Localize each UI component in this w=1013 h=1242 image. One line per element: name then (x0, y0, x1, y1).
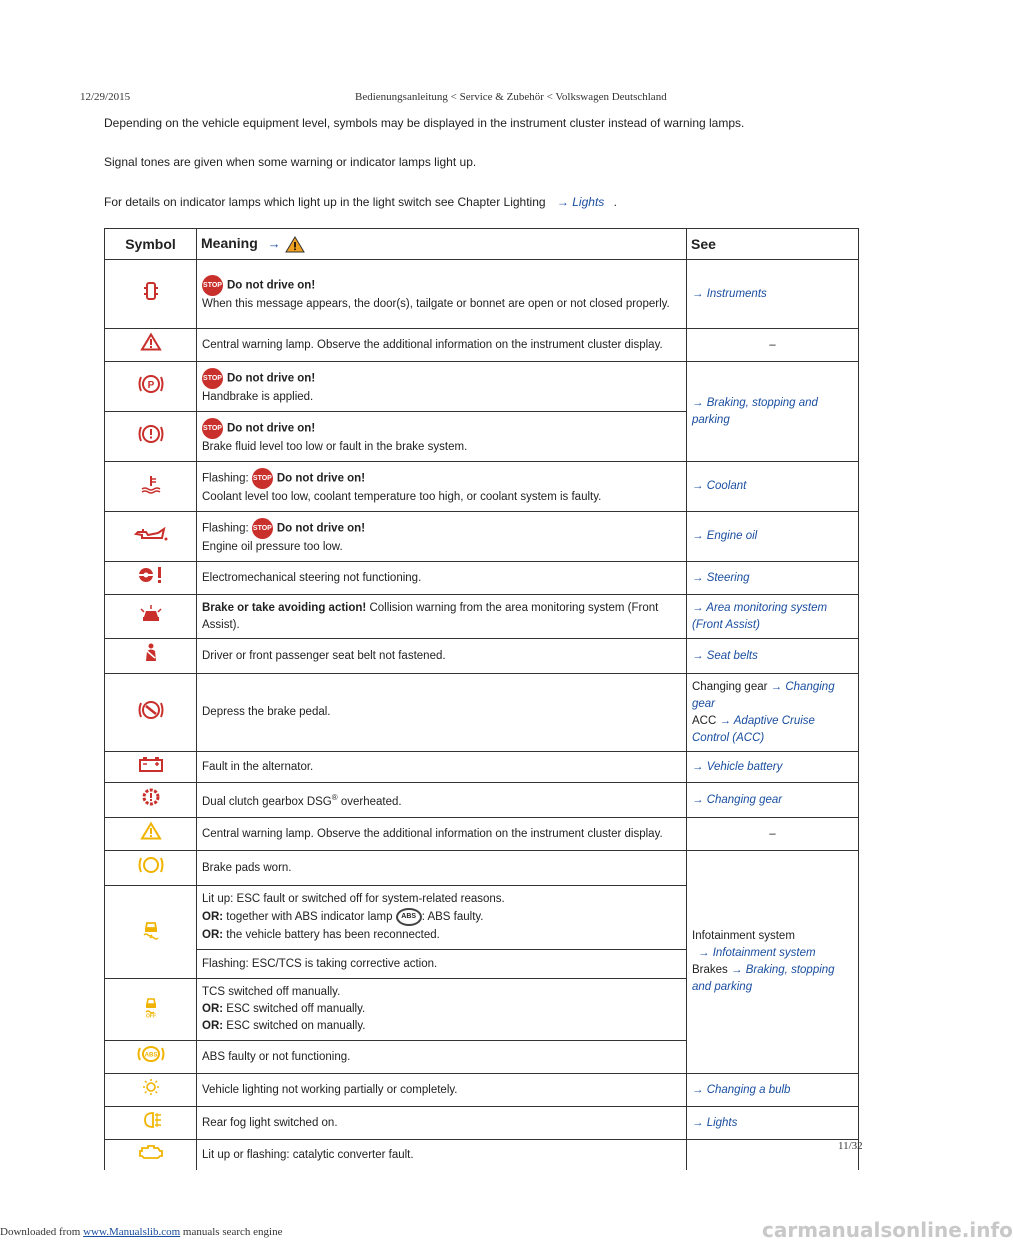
table-row (105, 462, 859, 512)
see-coolant-link[interactable]: → Coolant (687, 462, 859, 512)
steering-icon (105, 562, 197, 595)
row-meaning (197, 362, 687, 412)
meaning-text: Coolant level too low, coolant temperature too high, or coolant system is faulty. (202, 490, 602, 503)
do-not-drive-label: Do not drive on! (276, 522, 366, 535)
see-changing-gear-acc (687, 674, 859, 752)
meaning-text: overheated. (337, 795, 402, 808)
header-symbol: Symbol (105, 229, 197, 260)
meaning-text: TCS switched off manually. (202, 986, 341, 998)
battery-icon (105, 752, 197, 783)
intro-text: For details on indicator lamps which light up in the light switch see Chapter Lighting (104, 195, 546, 209)
see-none: – (687, 818, 859, 851)
warning-lamps-table (104, 228, 859, 1170)
intro-paragraph-2: Signal tones are given when some warning or indicator lamps light up. (104, 155, 477, 169)
print-title: Bedienungsanleitung < Service & Zubehör < Volkswagen Deutschland (355, 91, 667, 103)
see-changing-gear-link[interactable]: → Changing gear (692, 680, 835, 710)
meaning-text: Fault in the alternator. (197, 752, 687, 783)
meaning-text: Handbrake is applied. (202, 390, 314, 403)
see-infotainment-link[interactable]: → Infotainment system (698, 947, 816, 959)
table-row (105, 595, 859, 639)
svg-text:OFF: OFF (145, 1013, 156, 1019)
row-meaning (197, 512, 687, 562)
table-row (105, 1074, 859, 1107)
esc-icon (105, 886, 197, 979)
see-label: Infotainment system (692, 930, 795, 942)
registered-mark: ® (331, 793, 338, 803)
meaning-text: Driver or front passenger seat belt not fastened. (197, 639, 687, 674)
meaning-text: Engine oil pressure too low. (202, 540, 343, 553)
caution-warning-icon (105, 818, 197, 851)
stop-icon: STOP (202, 368, 223, 389)
see-area-monitoring-link[interactable]: → Area monitoring system (Front Assist) (687, 595, 859, 639)
meaning-text: the vehicle battery has been reconnected. (223, 928, 440, 941)
see-instruments-link[interactable]: → Instruments (687, 260, 859, 329)
do-not-drive-label: Do not drive on! (227, 372, 316, 385)
central-warning-icon (105, 329, 197, 362)
collision-warning-icon (105, 595, 197, 639)
meaning-text: Central warning lamp. Observe the additional information on the instrument cluster display. (197, 329, 687, 362)
see-empty (687, 1140, 859, 1171)
see-steering-link[interactable]: → Steering (687, 562, 859, 595)
lights-link[interactable]: → Lights (556, 195, 605, 209)
do-not-drive-label: Do not drive on! (276, 472, 366, 485)
or-label: OR: (202, 1020, 224, 1032)
brake-system-icon (105, 412, 197, 462)
oil-pressure-icon (105, 512, 197, 562)
see-infotainment-brakes (687, 851, 859, 1074)
abs-warning-icon (105, 1041, 197, 1074)
see-label: ACC (692, 714, 720, 727)
meaning-text: Brake fluid level too low or fault in the brake system. (202, 440, 468, 453)
or-label: OR: (202, 928, 224, 941)
table-row (105, 260, 859, 329)
see-changing-gear-link[interactable]: → Changing gear (687, 783, 859, 818)
meaning-text: ABS faulty or not functioning. (197, 1041, 687, 1074)
table-row (105, 512, 859, 562)
gearbox-icon (105, 783, 197, 818)
intro-end: . (613, 195, 617, 209)
table-row (105, 818, 859, 851)
table-row (105, 851, 859, 886)
door-open-icon (105, 260, 197, 329)
table-row (105, 752, 859, 783)
row-meaning (197, 412, 687, 462)
engine-catalytic-icon (105, 1140, 197, 1171)
row-meaning (197, 979, 687, 1041)
see-braking-link[interactable]: → Braking, stopping and parking (692, 964, 835, 993)
see-changing-bulb-link[interactable]: → Changing a bulb (687, 1074, 859, 1107)
table-row (105, 639, 859, 674)
meaning-text: Electromechanical steering not functioning. (197, 562, 687, 595)
row-meaning (197, 595, 687, 639)
meaning-text: When this message appears, the door(s), tailgate or bonnet are open or not closed properly. (202, 298, 670, 310)
meaning-text: Flashing: ESC/TCS is taking corrective action. (197, 950, 687, 979)
header-meaning-arrow[interactable]: → (267, 236, 281, 252)
brake-pedal-icon (105, 674, 197, 752)
meaning-text: Lit up: ESC fault or switched off for system-related reasons. (202, 893, 505, 906)
stop-icon: STOP (202, 275, 223, 296)
header-meaning (197, 229, 687, 260)
do-not-drive-label: Do not drive on! (227, 279, 316, 292)
meaning-text: ESC switched on manually. (223, 1020, 366, 1032)
seatbelt-icon (105, 639, 197, 674)
table-row (105, 1140, 859, 1171)
manualslib-link[interactable]: www.Manualslib.com (83, 1226, 181, 1238)
see-braking-link[interactable]: → Braking, stopping and parking (687, 362, 859, 462)
meaning-text: together with ABS indicator lamp (223, 911, 396, 924)
do-not-drive-label: Do not drive on! (227, 422, 316, 435)
intro-paragraph-3 (104, 195, 617, 209)
table-row (105, 362, 859, 412)
header-see: See (687, 229, 859, 260)
table-row (105, 562, 859, 595)
coolant-icon (105, 462, 197, 512)
see-lights-link[interactable]: → Lights (687, 1107, 859, 1140)
bulb-icon (105, 1074, 197, 1107)
stop-icon: STOP (202, 418, 223, 439)
table-row (105, 1107, 859, 1140)
watermark: carmanualsonline.info (762, 1218, 1013, 1242)
meaning-text: ESC switched off manually. (223, 1003, 366, 1015)
svg-text:ABS: ABS (144, 1052, 157, 1059)
see-none: – (687, 329, 859, 362)
table-row (105, 783, 859, 818)
or-label: OR: (202, 911, 224, 924)
download-note (0, 1226, 282, 1238)
page-number: 11/32 (838, 1140, 863, 1152)
stop-icon: STOP (252, 468, 273, 489)
meaning-text: Dual clutch gearbox DSG (202, 795, 332, 808)
download-text: Downloaded from (0, 1226, 84, 1238)
row-meaning (197, 886, 687, 950)
see-vehicle-battery-link[interactable]: → Vehicle battery (687, 752, 859, 783)
svg-text:P: P (147, 379, 154, 391)
flashing-label: Flashing: (202, 472, 249, 485)
intro-paragraph-1: Depending on the vehicle equipment level, symbols may be displayed in the instrument cluster instead of warning lamps. (104, 116, 745, 130)
see-engine-oil-link[interactable]: → Engine oil (687, 512, 859, 562)
download-tail: manuals search engine (180, 1226, 283, 1238)
row-meaning (197, 783, 687, 818)
meaning-text: Rear fog light switched on. (197, 1107, 687, 1140)
brake-avoid-label: Brake or take avoiding action! (202, 601, 367, 614)
brake-pads-icon (105, 851, 197, 886)
meaning-text: Vehicle lighting not working partially or completely. (197, 1074, 687, 1107)
row-meaning (197, 462, 687, 512)
print-date: 12/29/2015 (80, 91, 131, 103)
see-acc-link[interactable]: → Adaptive Cruise Control (ACC) (692, 714, 815, 744)
table-row (105, 674, 859, 752)
abs-icon: ABS (396, 908, 422, 926)
meaning-text: Lit up or flashing: catalytic converter fault. (197, 1140, 687, 1171)
table-header-row (105, 229, 859, 260)
see-label: Changing gear (692, 680, 771, 693)
see-seatbelts-link[interactable]: → Seat belts (687, 639, 859, 674)
see-label: Brakes (692, 964, 731, 976)
meaning-text: Central warning lamp. Observe the additional information on the instrument cluster display. (197, 818, 687, 851)
handbrake-icon (105, 362, 197, 412)
meaning-text: : ABS faulty. (421, 911, 484, 924)
or-label: OR: (202, 1003, 224, 1015)
meaning-text: Brake pads worn. (197, 851, 687, 886)
row-meaning (197, 260, 687, 329)
meaning-text: Depress the brake pedal. (197, 674, 687, 752)
table-row (105, 329, 859, 362)
tcs-icon (105, 979, 197, 1041)
meaning-text: Collision warning from the area monitoring system (Front Assist). (202, 601, 659, 631)
stop-icon: STOP (252, 518, 273, 539)
rear-fog-light-icon (105, 1107, 197, 1140)
flashing-label: Flashing: (202, 522, 249, 535)
header-meaning-label: Meaning (201, 235, 258, 252)
warning-triangle-icon[interactable] (285, 236, 305, 253)
